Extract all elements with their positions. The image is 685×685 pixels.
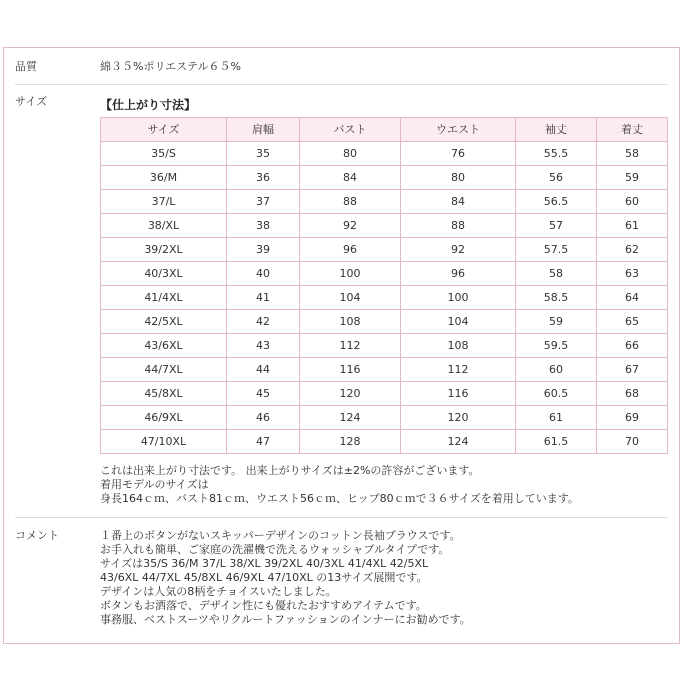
table-cell: 38/XL xyxy=(101,214,227,238)
table-cell: 42/5XL xyxy=(101,310,227,334)
table-cell: 56.5 xyxy=(516,190,597,214)
table-row xyxy=(101,406,668,430)
table-cell: 84 xyxy=(300,166,401,190)
table-cell: 43/6XL xyxy=(101,334,227,358)
divider xyxy=(15,84,668,85)
table-row xyxy=(101,262,668,286)
table-cell: 39 xyxy=(227,238,300,262)
header-size: サイズ xyxy=(101,118,227,142)
table-cell: 124 xyxy=(401,430,516,454)
table-cell: 62 xyxy=(597,238,668,262)
table-cell: 40 xyxy=(227,262,300,286)
table-row xyxy=(101,142,668,166)
table-cell: 60.5 xyxy=(516,382,597,406)
table-row xyxy=(101,358,668,382)
table-cell: 80 xyxy=(401,166,516,190)
table-cell: 38 xyxy=(227,214,300,238)
comment-text xyxy=(100,529,471,627)
divider xyxy=(15,517,668,518)
comment-line: 43/6XL 44/7XL 45/8XL 46/9XL 47/10XL の13サイズ展開です。 xyxy=(100,571,428,584)
comment-line: 事務服、ベストスーツやリクルートファッションのインナーにお勧めです。 xyxy=(100,613,471,626)
table-row xyxy=(101,334,668,358)
material-value: 綿３５%ポリエステル６５% xyxy=(100,60,241,73)
table-row xyxy=(101,238,668,262)
note-line: これは出来上がり寸法です。 出来上がりサイズは±2%の許容がございます。 xyxy=(100,464,480,477)
table-row xyxy=(101,286,668,310)
size-table-title: 【仕上がり寸法】 xyxy=(100,98,197,112)
table-cell: 100 xyxy=(401,286,516,310)
table-cell: 61.5 xyxy=(516,430,597,454)
comment-line: デザインは人気の8柄をチョイスいたしました。 xyxy=(100,585,337,598)
table-cell: 58 xyxy=(516,262,597,286)
table-cell: 88 xyxy=(300,190,401,214)
header-length: 着丈 xyxy=(597,118,668,142)
table-cell: 45/8XL xyxy=(101,382,227,406)
table-cell: 70 xyxy=(597,430,668,454)
table-row xyxy=(101,190,668,214)
table-cell: 58.5 xyxy=(516,286,597,310)
table-cell: 66 xyxy=(597,334,668,358)
table-cell: 112 xyxy=(300,334,401,358)
comment-line: ボタンもお洒落で、デザイン性にも優れたおすすめアイテムです。 xyxy=(100,599,427,612)
table-cell: 59.5 xyxy=(516,334,597,358)
table-cell: 46 xyxy=(227,406,300,430)
table-row xyxy=(101,430,668,454)
comment-line: サイズは35/S 36/M 37/L 38/XL 39/2XL 40/3XL 41/4XL 42/5XL xyxy=(100,557,429,570)
table-cell: 80 xyxy=(300,142,401,166)
table-cell: 35/S xyxy=(101,142,227,166)
table-cell: 47/10XL xyxy=(101,430,227,454)
product-spec-box xyxy=(3,47,680,644)
table-cell: 43 xyxy=(227,334,300,358)
table-cell: 76 xyxy=(401,142,516,166)
table-cell: 112 xyxy=(401,358,516,382)
comment-label: コメント xyxy=(15,529,59,542)
table-cell: 65 xyxy=(597,310,668,334)
header-shoulder: 肩幅 xyxy=(227,118,300,142)
header-bust: バスト xyxy=(300,118,401,142)
table-cell: 39/2XL xyxy=(101,238,227,262)
table-cell: 67 xyxy=(597,358,668,382)
table-cell: 57 xyxy=(516,214,597,238)
table-cell: 104 xyxy=(401,310,516,334)
table-cell: 92 xyxy=(300,214,401,238)
table-cell: 56 xyxy=(516,166,597,190)
table-cell: 120 xyxy=(401,406,516,430)
table-cell: 47 xyxy=(227,430,300,454)
size-table xyxy=(100,117,668,454)
header-waist: ウエスト xyxy=(401,118,516,142)
table-cell: 59 xyxy=(597,166,668,190)
table-cell: 92 xyxy=(401,238,516,262)
table-cell: 41 xyxy=(227,286,300,310)
table-cell: 59 xyxy=(516,310,597,334)
material-label: 品質 xyxy=(15,60,37,73)
table-cell: 108 xyxy=(300,310,401,334)
size-block xyxy=(100,117,668,506)
table-header-row xyxy=(101,118,668,142)
table-cell: 36/M xyxy=(101,166,227,190)
table-cell: 55.5 xyxy=(516,142,597,166)
table-cell: 128 xyxy=(300,430,401,454)
table-cell: 84 xyxy=(401,190,516,214)
header-sleeve: 袖丈 xyxy=(516,118,597,142)
table-cell: 64 xyxy=(597,286,668,310)
table-cell: 60 xyxy=(597,190,668,214)
table-cell: 36 xyxy=(227,166,300,190)
table-cell: 63 xyxy=(597,262,668,286)
table-row xyxy=(101,214,668,238)
table-cell: 58 xyxy=(597,142,668,166)
table-cell: 35 xyxy=(227,142,300,166)
size-label: サイズ xyxy=(15,95,48,108)
table-cell: 116 xyxy=(300,358,401,382)
table-cell: 41/4XL xyxy=(101,286,227,310)
table-cell: 69 xyxy=(597,406,668,430)
table-cell: 42 xyxy=(227,310,300,334)
table-cell: 116 xyxy=(401,382,516,406)
note-line: 身長164ｃｍ、バスト81ｃｍ、ウエスト56ｃｍ、ヒップ80ｃｍで３６サイズを着用しています。 xyxy=(100,492,579,505)
comment-line: お手入れも簡単、ご家庭の洗濯機で洗えるウォッシャブルタイプです。 xyxy=(100,543,450,556)
table-cell: 100 xyxy=(300,262,401,286)
table-cell: 37/L xyxy=(101,190,227,214)
table-cell: 57.5 xyxy=(516,238,597,262)
table-cell: 96 xyxy=(300,238,401,262)
table-cell: 124 xyxy=(300,406,401,430)
table-cell: 68 xyxy=(597,382,668,406)
note-line: 着用モデルのサイズは xyxy=(100,478,209,491)
table-cell: 88 xyxy=(401,214,516,238)
table-row xyxy=(101,166,668,190)
table-row xyxy=(101,310,668,334)
table-cell: 61 xyxy=(516,406,597,430)
table-cell: 46/9XL xyxy=(101,406,227,430)
table-cell: 104 xyxy=(300,286,401,310)
table-cell: 44/7XL xyxy=(101,358,227,382)
table-cell: 45 xyxy=(227,382,300,406)
comment-line: １番上のボタンがないスキッパーデザインのコットン長袖ブラウスです。 xyxy=(100,529,461,542)
table-cell: 37 xyxy=(227,190,300,214)
table-cell: 96 xyxy=(401,262,516,286)
table-cell: 44 xyxy=(227,358,300,382)
table-cell: 120 xyxy=(300,382,401,406)
table-row xyxy=(101,382,668,406)
table-cell: 60 xyxy=(516,358,597,382)
size-notes xyxy=(100,464,668,506)
table-cell: 108 xyxy=(401,334,516,358)
table-cell: 61 xyxy=(597,214,668,238)
table-cell: 40/3XL xyxy=(101,262,227,286)
